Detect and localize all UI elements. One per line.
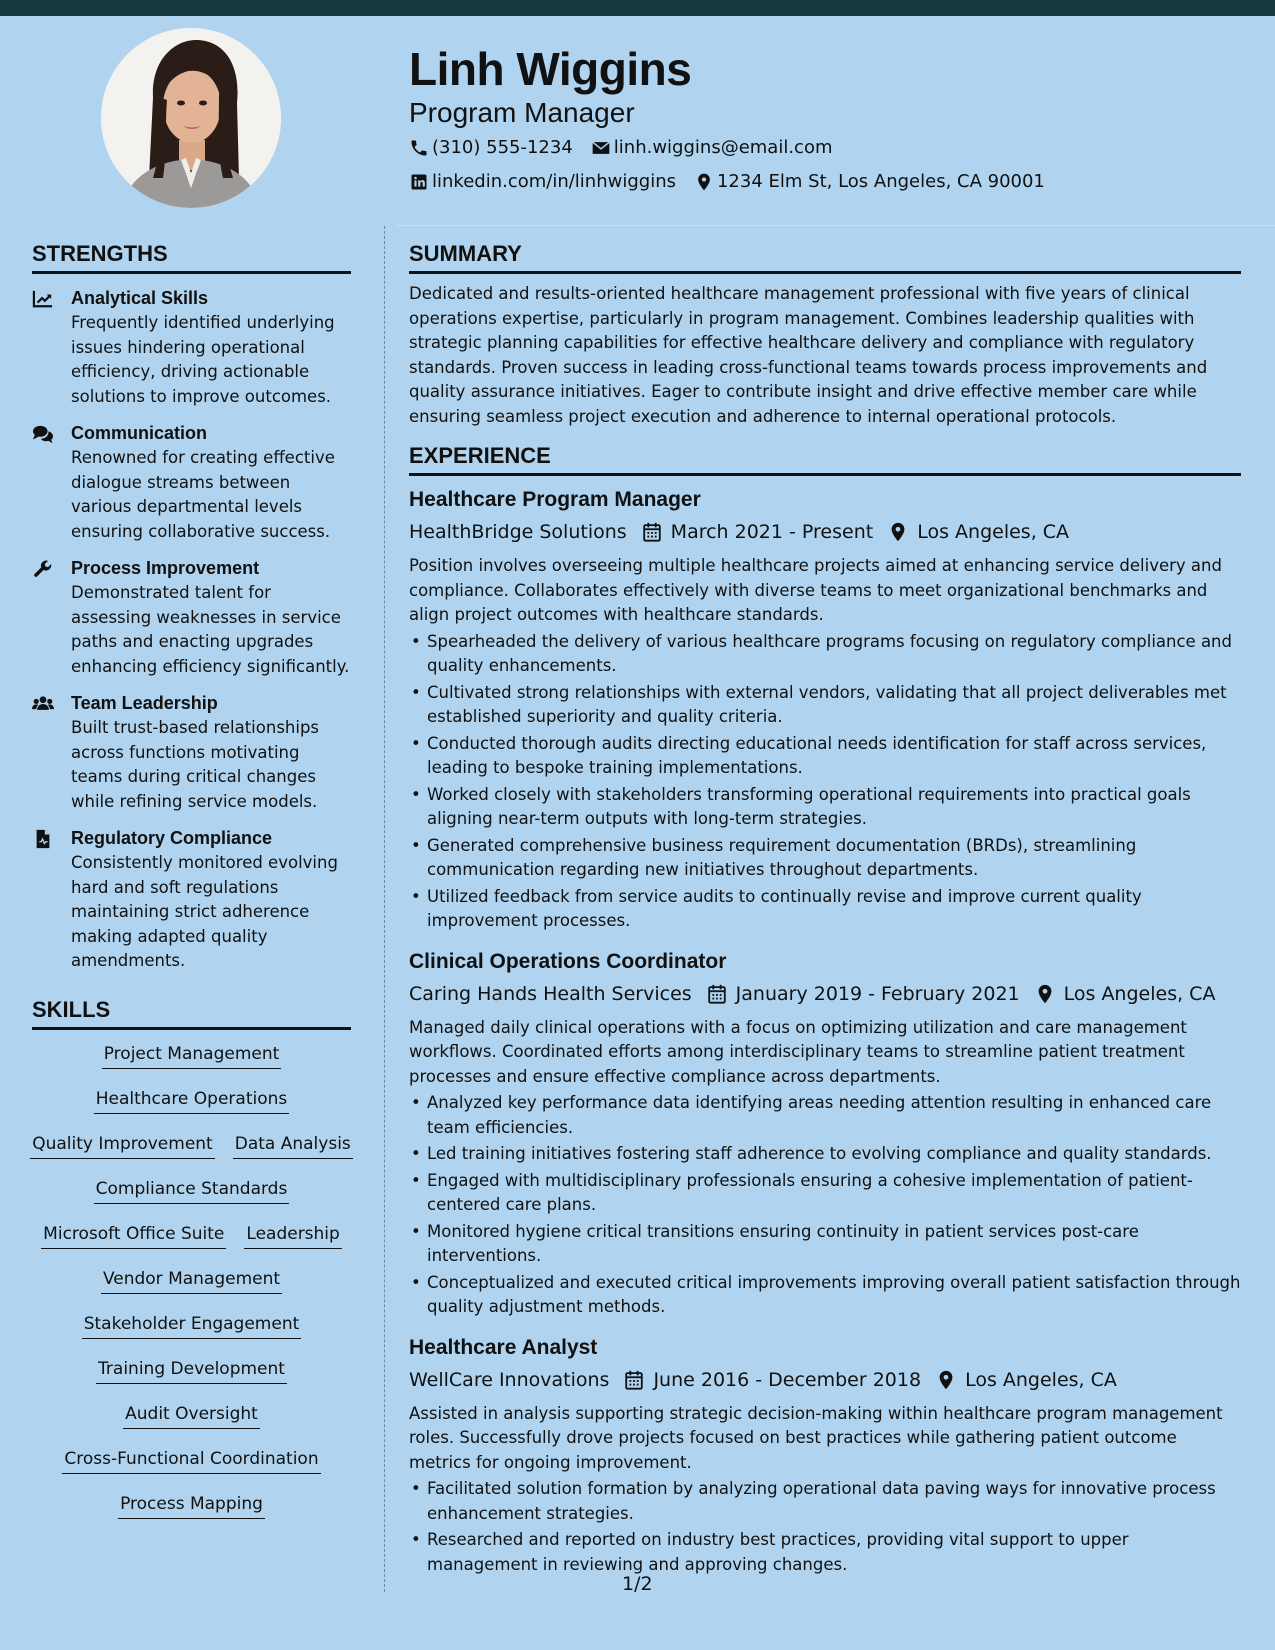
email-text: linh.wiggins@email.com [613, 137, 833, 158]
email-contact[interactable] [591, 132, 833, 164]
company-name: WellCare Innovations [409, 1368, 610, 1391]
skill-tag: Quality Improvement [30, 1130, 215, 1159]
bullet-item: • Conceptualized and executed critical improvements improving overall patient satisfaction through quality adjustment methods. [409, 1271, 1241, 1320]
address-contact [694, 166, 1045, 198]
strength-desc: Frequently identified underlying issues hindering operational efficiency, driving actionable solutions to improve outcomes. [71, 313, 335, 406]
job-bullets [409, 630, 1241, 934]
job-description: Assisted in analysis supporting strategic decision-making within healthcare program management roles. Successfully drove projects focused on best practices while gathering patient outcome metrics for ongoing improvement. [409, 1403, 1223, 1472]
company-name: Caring Hands Health Services [409, 982, 692, 1005]
skill-tag: Microsoft Office Suite [41, 1220, 226, 1249]
contact-row-1 [409, 132, 1249, 164]
strength-title: Process Improvement [71, 558, 260, 578]
strength-title: Regulatory Compliance [71, 828, 273, 848]
strength-title: Analytical Skills [71, 288, 209, 308]
job-role: Program Manager [409, 97, 635, 128]
file-medical-icon [32, 829, 54, 849]
job-location: Los Angeles, CA [1063, 982, 1216, 1005]
bullet-item: • Worked closely with stakeholders transforming operational requirements into practical goals aligning near-term outputs with long-term strategies. [409, 783, 1241, 832]
bullet-item: • Analyzed key performance data identifying areas needing attention resulting in enhanced care team efficiencies. [409, 1091, 1241, 1140]
job-dates: March 2021 - Present [670, 521, 874, 543]
strength-item [32, 556, 351, 679]
bullet-item: • Led training initiatives fostering staff adherence to evolving compliance and quality standards. [409, 1142, 1241, 1167]
job-location: Los Angeles, CA [917, 521, 1070, 543]
wrench-icon [32, 559, 54, 579]
phone-contact[interactable] [409, 132, 573, 164]
map-pin-icon [694, 172, 714, 192]
strength-desc: Demonstrated talent for assessing weaknesses in service paths and enacting upgrades enhancing efficiency significantly. [71, 583, 350, 676]
job-entry [409, 948, 1241, 1320]
job-meta [409, 1364, 1241, 1396]
bullet-item: • Monitored hygiene critical transitions ensuring continuity in patient services post-care interventions. [409, 1220, 1241, 1269]
strength-item [32, 826, 351, 974]
bullet-item: • Spearheaded the delivery of various healthcare programs focusing on regulatory compliance and quality enhancements. [409, 630, 1241, 679]
right-column [409, 240, 1241, 1579]
strengths-heading: STRENGTHS [32, 240, 351, 274]
strength-desc: Consistently monitored evolving hard and soft regulations maintaining strict adherence making adapted quality amendments. [71, 853, 338, 970]
skill-tag: Leadership [244, 1220, 341, 1249]
strength-desc: Renowned for creating effective dialogue streams between various departmental levels ensuring collaborative success. [71, 448, 335, 541]
job-dates: June 2016 - December 2018 [653, 1368, 922, 1391]
contact-row-2 [409, 166, 1249, 198]
bullet-item: • Conducted thorough audits directing educational needs identification for staff across services, leading to bespoke training implementations. [409, 732, 1241, 781]
company-name: HealthBridge Solutions [409, 521, 627, 543]
bullet-item: • Facilitated solution formation by analyzing operational data paving ways for innovative process enhancement strategies. [409, 1477, 1241, 1526]
job-description: Managed daily clinical operations with a focus on optimizing utilization and care management workflows. Coordinated efforts among interdisciplinary teams to streamline patient treatment processes and ensure effective compliance across departments. [409, 1017, 1187, 1086]
address-text: 1234 Elm St, Los Angeles, CA 90001 [716, 171, 1045, 192]
map-pin-icon [887, 521, 909, 543]
skill-tag: Healthcare Operations [94, 1085, 290, 1114]
bullet-item: • Engaged with multidisciplinary professionals ensuring a cohesive implementation of patient-centered care plans. [409, 1169, 1241, 1218]
job-meta [409, 978, 1241, 1010]
job-location: Los Angeles, CA [965, 1368, 1117, 1391]
users-icon [32, 694, 54, 714]
experience-heading: EXPERIENCE [409, 442, 1241, 476]
job-bullets [409, 1477, 1241, 1577]
skill-tag: Process Mapping [118, 1490, 265, 1519]
skill-tag: Vendor Management [101, 1265, 282, 1294]
top-bar [0, 0, 1275, 16]
strength-desc: Built trust-based relationships across functions motivating teams during critical changes while refining service models. [71, 718, 320, 811]
phone-text: (310) 555-1234 [432, 137, 573, 158]
linkedin-text: linkedin.com/in/linhwiggins [432, 171, 676, 192]
job-entry [409, 1334, 1241, 1578]
strength-item [32, 421, 351, 544]
bullet-item: • Researched and reported on industry best practices, providing vital support to upper management in reviewing and approving changes. [409, 1528, 1241, 1577]
strength-title: Team Leadership [71, 693, 218, 713]
job-description: Position involves overseeing multiple healthcare projects aimed at enhancing service delivery and compliance. Collaborates effectively with diverse teams to meet organizational benchmarks and align project outcomes with healthcare standards. [409, 556, 1222, 624]
skill-tag: Audit Oversight [123, 1400, 260, 1429]
bullet-item: • Generated comprehensive business requirement documentation (BRDs), streamlining communication regarding new initiatives throughout departments. [409, 834, 1241, 883]
job-title: Healthcare Analyst [409, 1335, 598, 1359]
skill-tag: Stakeholder Engagement [82, 1310, 302, 1339]
job-meta [409, 516, 1241, 548]
summary-heading: SUMMARY [409, 240, 1241, 274]
map-pin-icon [935, 1369, 957, 1391]
skill-tag: Project Management [102, 1040, 282, 1069]
job-title: Clinical Operations Coordinator [409, 949, 727, 973]
skill-tag: Training Development [96, 1355, 287, 1384]
left-column [32, 240, 351, 1535]
job-dates: January 2019 - February 2021 [735, 982, 1020, 1005]
strength-item [32, 691, 351, 814]
calendar-icon [706, 983, 728, 1005]
calendar-icon [623, 1369, 645, 1391]
skill-tag: Compliance Standards [94, 1175, 290, 1204]
skills-list [32, 1040, 351, 1535]
candidate-name: Linh Wiggins [409, 43, 692, 95]
job-entry [409, 486, 1241, 934]
bullet-item: • Utilized feedback from service audits to continually revise and improve current quality improvement processes. [409, 885, 1241, 934]
map-pin-icon [1034, 983, 1056, 1005]
calendar-icon [641, 521, 663, 543]
chart-line-icon [32, 289, 54, 309]
skill-tag: Cross-Functional Coordination [62, 1445, 320, 1474]
column-divider [384, 226, 385, 1592]
strength-title: Communication [71, 423, 208, 443]
envelope-icon [591, 138, 611, 158]
strength-item [32, 286, 351, 409]
bullet-item: • Cultivated strong relationships with external vendors, validating that all project deliverables met established superiority and quality criteria. [409, 681, 1241, 730]
header-divider [395, 225, 1275, 226]
job-title: Healthcare Program Manager [409, 488, 701, 511]
linkedin-contact[interactable] [409, 166, 676, 198]
linkedin-icon [409, 172, 429, 192]
job-bullets [409, 1091, 1241, 1320]
phone-icon [409, 138, 429, 158]
summary-text: Dedicated and results-oriented healthcare management professional with five years of clinical operations expertise, particularly in program management. Combines leadership qualities with strategic planning capabilities for effective healthcare delivery and compliance with regulatory standards. Proven success in leading cross-functional teams towards process improvements and quality assurance initiatives. Eager to contribute insight and drive effective member care while ensuring seamless project execution and adherence to internal operational protocols. [409, 284, 1208, 426]
profile-photo [101, 28, 281, 208]
header [409, 40, 1249, 198]
skills-heading: SKILLS [32, 996, 351, 1030]
page-number: 1/2 [622, 1573, 653, 1595]
skill-tag: Data Analysis [233, 1130, 353, 1159]
comments-icon [32, 424, 54, 444]
